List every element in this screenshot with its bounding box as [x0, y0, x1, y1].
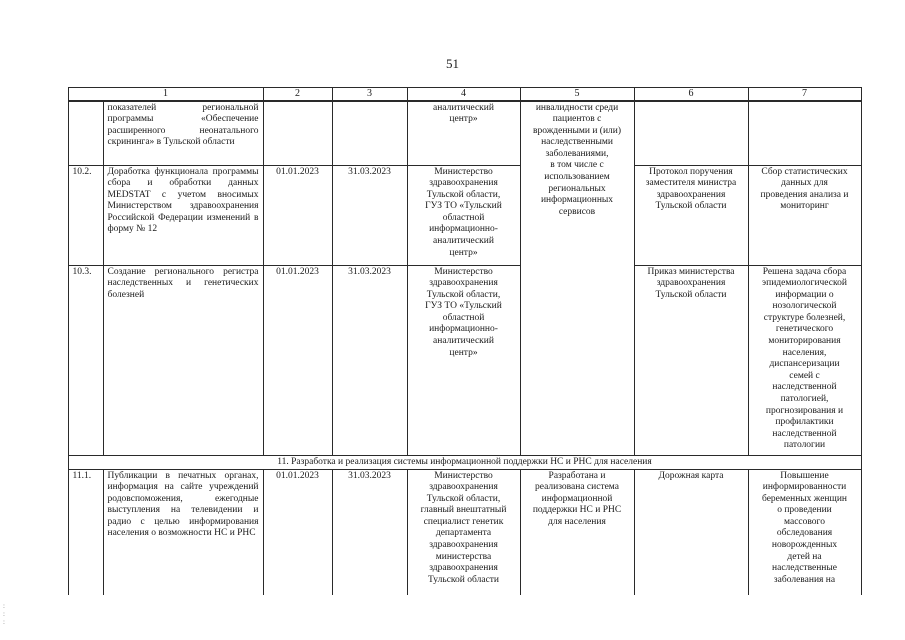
row-10-2-document: Протокол поручения заместителя министра здравоохранения Тульской области	[634, 165, 749, 266]
header-col-3: 3	[332, 87, 408, 101]
row-11-1-document: Дорожная карта	[634, 469, 749, 595]
row-10-3-end-date: 31.03.2023	[332, 265, 408, 456]
header-col-6: 6	[634, 87, 749, 101]
row-11-1-num: 11.1.	[68, 469, 104, 595]
row-10-2-result: Сбор статистических данных для проведения анализа и мониторинг	[748, 165, 862, 266]
cont-name-cell: показателей региональной программы «Обеспечение расширенного неонатального скрининга» в Тульской области	[103, 101, 264, 166]
row-10-2-name: Доработка функционала программы сбора и обработки данных MEDSTAT с учетом вносимых Министерством здравоохранения Российской Федерации изменений в форму № 12	[103, 165, 264, 266]
cont-executor-cell: аналитический центр»	[407, 101, 521, 166]
section-11-title: 11. Разработка и реализация системы информационной поддержки НС и РНС для населения	[68, 455, 862, 470]
row-11-1-indicator: Разработана и реализована система информационной поддержки НС и РНС для населения	[520, 469, 635, 595]
margin-marks: : : :	[3, 602, 5, 626]
page-number: 51	[446, 56, 459, 71]
row-10-3-num: 10.3.	[68, 265, 104, 456]
indicator-merged-cell: инвалидности среди пациентов с врожденными и (или) наследственными заболеваниями, в том числе с использованием региональных информационных сервисов	[520, 101, 635, 456]
row-11-1-result: Повышение информированности беременных женщин о проведении массового обследования новорожденных детей на наследственные заболевания на	[748, 469, 862, 595]
cont-end-cell	[332, 101, 408, 166]
header-col-1: 1	[68, 87, 264, 101]
row-10-2-num: 10.2.	[68, 165, 104, 266]
row-11-1-end-date: 31.03.2023	[332, 469, 408, 595]
plan-table	[68, 87, 862, 595]
row-11-1-name: Публикации в печатных органах, информация на сайте учреждений родовспоможения, ежегодные выступления на телевидении и радио с целью информирования населения о возможности НС и РНС	[103, 469, 264, 595]
header-col-4: 4	[407, 87, 521, 101]
cont-document-cell	[634, 101, 749, 166]
row-10-2-executor: Министерство здравоохранения Тульской области, ГУЗ ТО «Тульский областной информационно- аналитический центр»	[407, 165, 521, 266]
row-11-1-executor: Министерство здравоохранения Тульской области, главный внештатный специалист генетик департамента здравоохранения министерства здравоохранения Тульской области	[407, 469, 521, 595]
row-10-3-result: Решена задача сбора эпидемиологической информации о нозологической структуре болезней, генетического мониторирования населения, диспансеризации семей с наследственной патологией, прогнозирования и профилактики наследственной патологии	[748, 265, 862, 456]
row-10-3-name: Создание регионального регистра наследственных и генетических болезней	[103, 265, 264, 456]
cont-num-cell	[68, 101, 104, 166]
row-10-3-document: Приказ министерства здравоохранения Тульской области	[634, 265, 749, 456]
cont-start-cell	[263, 101, 333, 166]
header-col-7: 7	[748, 87, 862, 101]
cont-result-cell	[748, 101, 862, 166]
row-10-3-executor: Министерство здравоохранения Тульской области, ГУЗ ТО «Тульский областной информационно- аналитический центр»	[407, 265, 521, 456]
row-10-3-start-date: 01.01.2023	[263, 265, 333, 456]
row-11-1-start-date: 01.01.2023	[263, 469, 333, 595]
header-col-2: 2	[263, 87, 333, 101]
header-col-5: 5	[520, 87, 635, 101]
row-10-2-start-date: 01.01.2023	[263, 165, 333, 266]
row-10-2-end-date: 31.03.2023	[332, 165, 408, 266]
